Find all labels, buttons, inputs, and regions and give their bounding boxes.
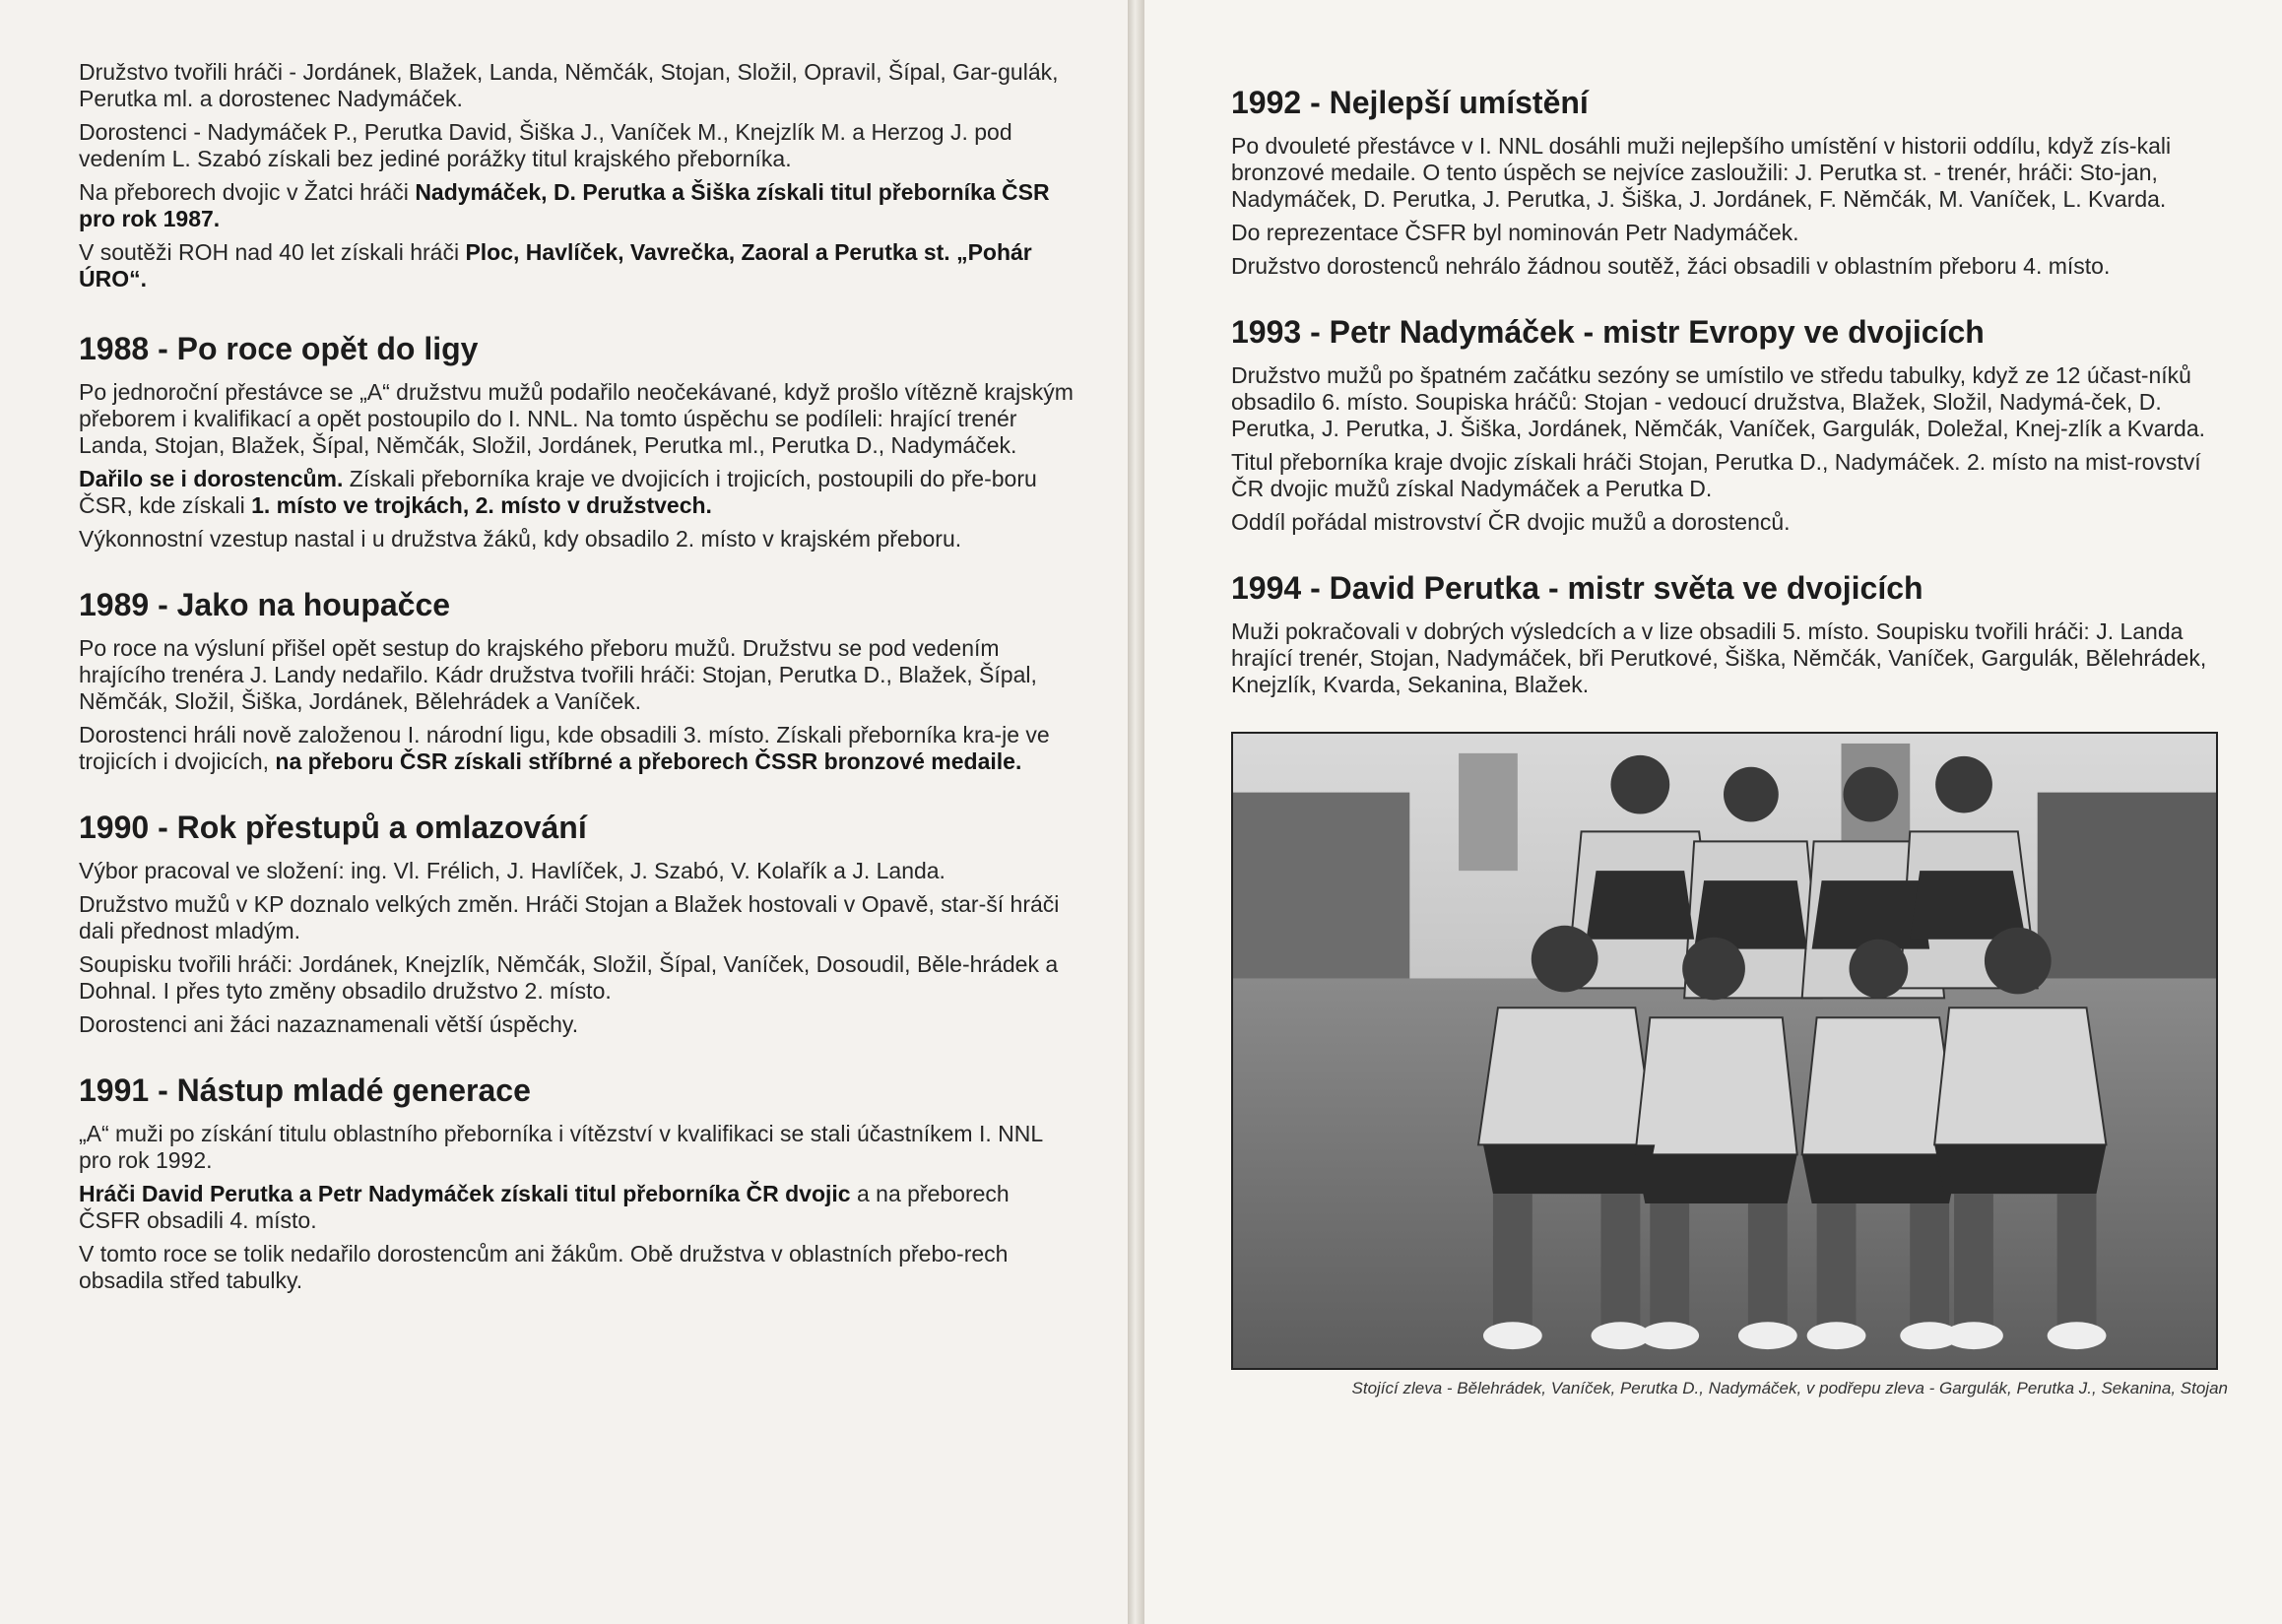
paragraph xyxy=(79,722,1074,775)
section-title: 1990 - Rok přestupů a omlazování xyxy=(79,810,587,845)
year-section xyxy=(1231,84,2228,280)
paragraph xyxy=(1231,509,2228,536)
bold-text: na přeboru ČSR získali stříbrné a přeborech ČSSR bronzové medaile. xyxy=(275,748,1022,774)
paragraph xyxy=(79,239,1074,292)
text-run: V tomto roce se tolik nedařilo dorostencům ani žákům. Obě družstva v oblastních přebo-rech obsadila střed tabulky. xyxy=(79,1241,1009,1293)
paragraph xyxy=(79,1181,1074,1234)
text-run: Získali přeborníka kraje ve dvojicích i trojicích, postoupili do pře-boru ČSR, kde získali xyxy=(79,466,1037,518)
paragraph xyxy=(1231,362,2228,442)
section-title: 1989 - Jako na houpačce xyxy=(79,587,451,622)
paragraph xyxy=(79,635,1074,715)
paragraph xyxy=(1231,133,2228,213)
section-title: 1988 - Po roce opět do ligy xyxy=(79,331,479,366)
paragraph xyxy=(79,379,1074,459)
paragraph xyxy=(79,1241,1074,1294)
paragraph xyxy=(79,891,1074,944)
text-run: Výkonnostní vzestup nastal i u družstva žáků, kdy obsadilo 2. místo v krajském přeboru. xyxy=(79,526,962,552)
text-run: „A“ muži po získání titulu oblastního přeborníka i vítězství v kvalifikaci se stali účastníkem I. NNL pro rok 1992. xyxy=(79,1121,1043,1173)
paragraph xyxy=(79,1011,1074,1038)
right-page xyxy=(1144,0,2282,1624)
team-photo-block xyxy=(1231,732,2228,1399)
text-run: Soupisku tvořili hráči: Jordánek, Knejzlík, Němčák, Složil, Šípal, Vaníček, Dosoudil, Běle-hrádek a Dohnal. I přes tyto změny obsadilo družstvo 2. místo. xyxy=(79,951,1059,1004)
intro-block xyxy=(79,59,1074,292)
text-run: a na přeborech ČSFR obsadili 4. místo. xyxy=(79,1181,1010,1233)
section-title: 1991 - Nástup mladé generace xyxy=(79,1072,531,1108)
text-run: Na přeborech dvojic v Žatci hráči xyxy=(79,179,416,205)
paragraph xyxy=(1231,618,2228,698)
paragraph xyxy=(79,466,1074,519)
year-section xyxy=(79,330,1074,552)
text-run: Družstvo dorostenců nehrálo žádnou soutěž, žáci obsadili v oblastním přeboru 4. místo. xyxy=(1231,253,2111,279)
year-section xyxy=(1231,313,2228,536)
photo-caption: Stojící zleva - Bělehrádek, Vaníček, Perutka D., Nadymáček, v podřepu zleva - Gargulák, Perutka J., Sekanina, Stojan xyxy=(1351,1379,2228,1397)
left-page xyxy=(0,0,1128,1624)
bold-text: Dařilo se i dorostencům. xyxy=(79,466,344,491)
right-sections xyxy=(1231,84,2228,698)
text-run: Oddíl pořádal mistrovství ČR dvojic mužů a dorostenců. xyxy=(1231,509,1791,535)
text-run: Muži pokračovali v dobrých výsledcích a v lize obsadili 5. místo. Soupisku tvořili hráči: J. Landa hrající trenér, Stojan, Nadymáček, bři Perutkové, Šiška, Němčák, Vaníček, Gargulák, Bělehrádek, Knejzlík, Kvarda, Sekanina, Blažek. xyxy=(1231,618,2207,697)
paragraph xyxy=(1231,253,2228,280)
text-run: Po roce na výsluní přišel opět sestup do krajského přeboru mužů. Družstvu se pod vedením hrajícího trenéra J. Landy nedařilo. Kádr družstva tvořili hráči: Stojan, Perutka D., Blažek, Šípal, Němčák, Složil, Šiška, Jordánek, Bělehrádek a Vaníček. xyxy=(79,635,1037,714)
text-run: Po dvouleté přestávce v I. NNL dosáhli muži nejlepšího umístění v historii oddílu, když zís-kali bronzové medaile. O tento úspěch se nejvíce zasloužili: J. Perutka st. - trenér, hráči: Sto-jan, Nadymáček, D. Perutka, J. Perutka, J. Šiška, J. Jordánek, F. Němčák, M. Vaníček, L. Kvarda. xyxy=(1231,133,2172,212)
text-run: Družstvo tvořili hráči - Jordánek, Blažek, Landa, Němčák, Stojan, Složil, Opravil, Šípal, Gar-gulák, Perutka ml. a dorostenec Nadymáček. xyxy=(79,59,1059,111)
section-title: 1992 - Nejlepší umístění xyxy=(1231,85,1589,120)
year-section xyxy=(1231,569,2228,698)
text-run: Dorostenci hráli nově založenou I. národní ligu, kde obsadili 3. místo. Získali přeborníka kra-je ve trojicích i dvojicích, xyxy=(79,722,1050,774)
left-sections xyxy=(79,330,1074,1294)
paragraph xyxy=(79,526,1074,552)
text-run: V soutěži ROH nad 40 let získali hráči xyxy=(79,239,466,265)
bold-text: Hráči David Perutka a Petr Nadymáček získali titul přeborníka ČR dvojic xyxy=(79,1181,851,1206)
section-title: 1994 - David Perutka - mistr světa ve dvojicích xyxy=(1231,570,1923,606)
year-section xyxy=(79,1072,1074,1294)
text-run: Výbor pracoval ve složení: ing. Vl. Frélich, J. Havlíček, J. Szabó, V. Kolařík a J. Landa. xyxy=(79,858,945,883)
text-run: Družstvo mužů v KP doznalo velkých změn. Hráči Stojan a Blažek hostovali v Opavě, star-ší hráči dali přednost mladým. xyxy=(79,891,1060,943)
paragraph xyxy=(79,119,1074,172)
text-run: Družstvo mužů po špatném začátku sezóny se umístilo ve středu tabulky, když ze 12 účast-níků obsadilo 6. místo. Soupiska hráčů: Stojan - vedoucí družstva, Blažek, Složil, Nadymá-ček, D. Perutka, J. Perutka, J. Šiška, Jordánek, Němčák, Vaníček, Gargulák, Doležal, Knej-zlík a Kvarda. xyxy=(1231,362,2205,441)
text-run: Do reprezentace ČSFR byl nominován Petr Nadymáček. xyxy=(1231,220,1799,245)
paragraph xyxy=(1231,220,2228,246)
text-run: Titul přeborníka kraje dvojic získali hráči Stojan, Perutka D., Nadymáček. 2. místo na mist-rovství ČR dvojic mužů získal Nadymáček a Perutka D. xyxy=(1231,449,2201,501)
paragraph xyxy=(79,1121,1074,1174)
paragraph xyxy=(79,951,1074,1005)
year-section xyxy=(79,586,1074,775)
team-photo xyxy=(1231,732,2218,1370)
paragraph xyxy=(79,858,1074,884)
paragraph xyxy=(79,59,1074,112)
bold-text: 1. místo ve trojkách, 2. místo v družstvech. xyxy=(251,492,712,518)
text-run: Dorostenci ani žáci nazaznamenali větší úspěchy. xyxy=(79,1011,579,1037)
text-run: Po jednoroční přestávce se „A“ družstvu mužů podařilo neočekávané, když prošlo vítězně krajským přeborem i kvalifikací a opět postoupilo do I. NNL. Na tomto úspěchu se podíleli: hrající trenér Landa, Stojan, Blažek, Šípal, Němčák, Složil, Jordánek, Perutka ml., Perutka D., Nadymáček. xyxy=(79,379,1074,458)
page-gutter xyxy=(1128,0,1144,1624)
paragraph xyxy=(1231,449,2228,502)
year-section xyxy=(79,809,1074,1038)
section-title: 1993 - Petr Nadymáček - mistr Evropy ve dvojicích xyxy=(1231,314,1985,350)
text-run: Dorostenci - Nadymáček P., Perutka David, Šiška J., Vaníček M., Knejzlík M. a Herzog J. pod vedením L. Szabó získali bez jediné porážky titul krajského přeborníka. xyxy=(79,119,1012,171)
paragraph xyxy=(79,179,1074,232)
bold-text: Ploc, Havlíček, Vavrečka, Zaoral a Perutka st. „Pohár ÚRO“. xyxy=(79,239,1032,292)
bold-text: Nadymáček, D. Perutka a Šiška získali titul přeborníka ČSR pro rok 1987. xyxy=(79,179,1050,231)
